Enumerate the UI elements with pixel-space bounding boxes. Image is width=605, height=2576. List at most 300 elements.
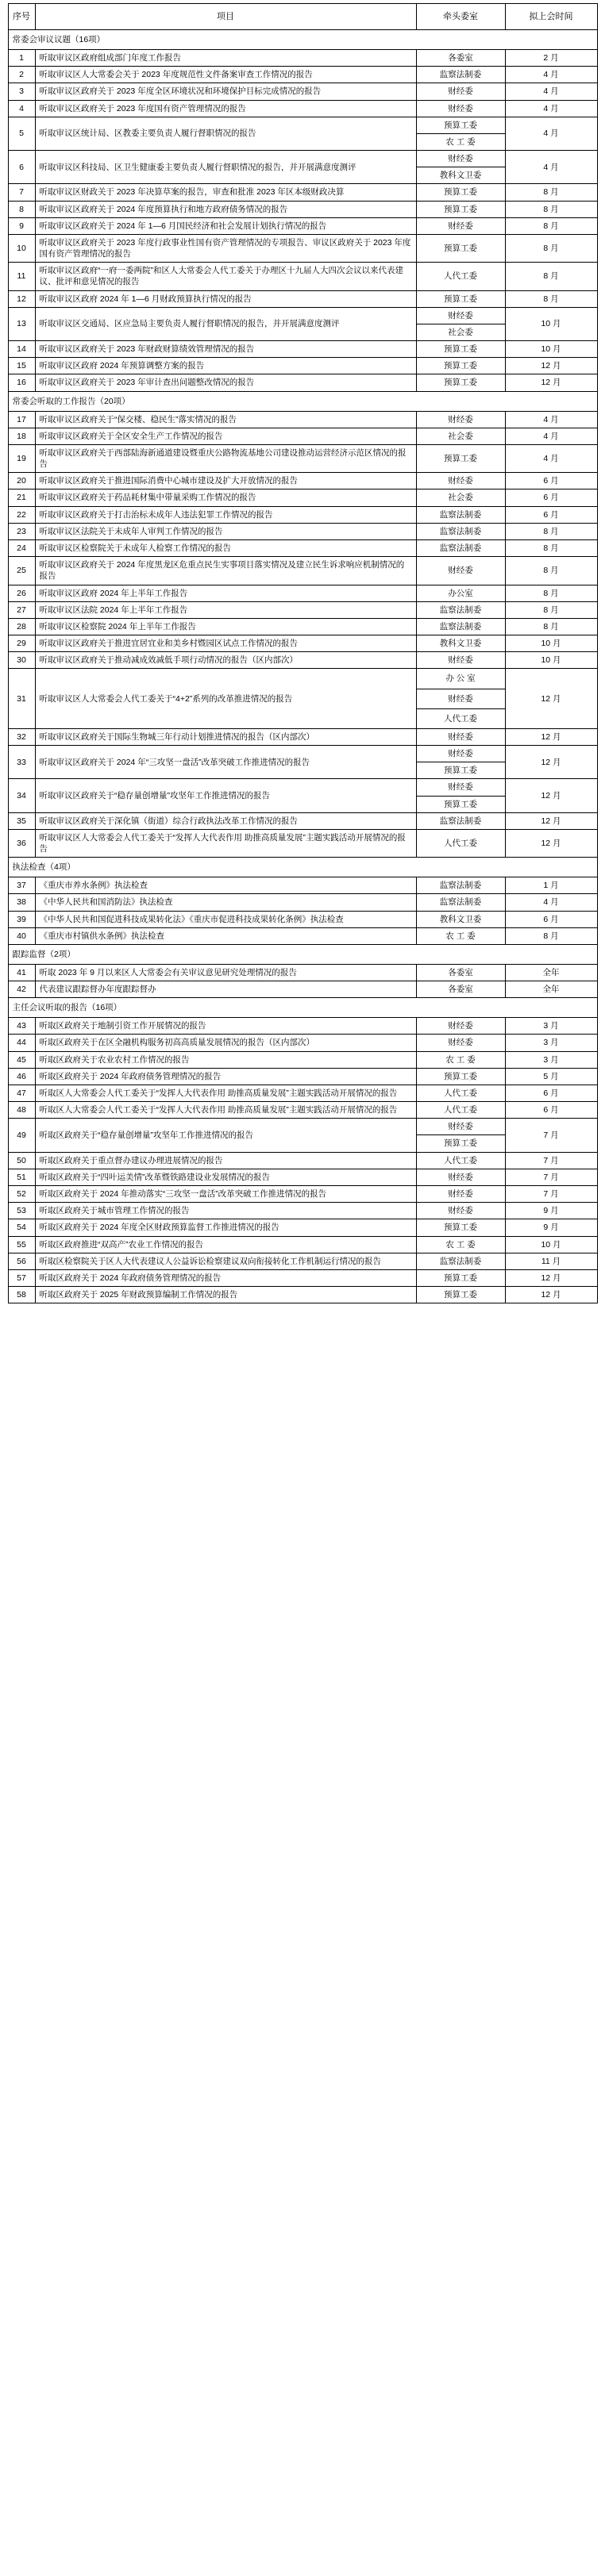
table-row <box>8 1035 597 1051</box>
row-time: 7 月 <box>505 1152 597 1169</box>
row-time: 7 月 <box>505 1186 597 1203</box>
row-time: 6 月 <box>505 911 597 927</box>
row-org: 社会委 <box>416 428 505 444</box>
row-index: 27 <box>8 601 35 618</box>
table-row <box>8 489 597 506</box>
row-item: 听取审议区政府关于 2023 年审计查出问题整改情况的报告 <box>35 374 416 391</box>
table-row <box>8 374 597 391</box>
row-index: 43 <box>8 1018 35 1035</box>
table-body <box>8 30 597 1303</box>
row-index: 48 <box>8 1102 35 1119</box>
table-row <box>8 1236 597 1253</box>
row-org: 财经委 <box>416 411 505 428</box>
row-org: 农 工 委 <box>416 1236 505 1253</box>
row-time: 8 月 <box>505 234 597 262</box>
row-org-part: 财经委 <box>448 310 473 321</box>
row-index: 41 <box>8 964 35 981</box>
row-time: 10 月 <box>505 341 597 358</box>
row-item: 听取审议区交通局、区应急局主要负责人履行督职情况的报告，并开展满意度测评 <box>35 307 416 340</box>
table-row <box>8 50 597 67</box>
table-row <box>8 184 597 201</box>
table-row <box>8 67 597 83</box>
row-index: 53 <box>8 1203 35 1219</box>
row-item: 听取审议区法院 2024 年上半年工作报告 <box>35 601 416 618</box>
row-org-part: 财经委 <box>448 1122 473 1132</box>
row-item: 听取审议区政府关于 2023 年财政财算绩效管理情况的报告 <box>35 341 416 358</box>
row-index: 29 <box>8 635 35 652</box>
row-index: 1 <box>8 50 35 67</box>
row-item: 听取审议区政府关于全区安全生产工作情况的报告 <box>35 428 416 444</box>
table-row <box>8 911 597 927</box>
schedule-document <box>0 3 605 1303</box>
table-row <box>8 829 597 857</box>
row-time: 1 月 <box>505 877 597 894</box>
row-org: 预算工委 <box>416 184 505 201</box>
row-time: 4 月 <box>505 67 597 83</box>
row-org: 预算工委 <box>416 1219 505 1236</box>
row-index: 9 <box>8 217 35 234</box>
row-item: 听取审议区政府关于 2024 年度预算执行和地方政府债务情况的报告 <box>35 201 416 217</box>
row-org: 财经委 <box>416 652 505 669</box>
row-org: 财经委 <box>416 1169 505 1185</box>
row-index: 28 <box>8 618 35 635</box>
row-org: 监察法制委 <box>416 506 505 523</box>
row-org: 财经委 <box>416 100 505 117</box>
row-index: 8 <box>8 201 35 217</box>
row-org: 财经委 <box>416 557 505 585</box>
row-item: 听取区政府关于城市管理工作情况的报告 <box>35 1203 416 1219</box>
row-time: 2 月 <box>505 50 597 67</box>
row-time: 4 月 <box>505 428 597 444</box>
row-item: 听取审议区政府关于推进宜居宜业和美乡村暨园区试点工作情况的报告 <box>35 635 416 652</box>
row-item: 听取审议区政府“一府一委两院”和区人大常委会人代工委关于办理区十九届人大四次会议以来代表建议、批评和意见情况的报告 <box>35 263 416 290</box>
row-time: 8 月 <box>505 523 597 539</box>
table-row <box>8 1186 597 1203</box>
row-index: 25 <box>8 557 35 585</box>
row-time: 全年 <box>505 981 597 998</box>
row-org: 农 工 委 <box>416 1051 505 1068</box>
row-item: 听取审议区人大常委会人代工委关于“4+2”系列的改革推进情况的报告 <box>35 669 416 729</box>
row-org-part: 农 工 委 <box>417 133 505 150</box>
table-row <box>8 1018 597 1035</box>
row-org: 各委室 <box>416 50 505 67</box>
row-org: 预算工委 <box>416 234 505 262</box>
row-org: 监察法制委 <box>416 894 505 911</box>
row-item: 听取区政府关于 2024 年推动落实“三攻坚一盘活”改革突破工作推进情况的报告 <box>35 1186 416 1203</box>
section-title: 常委会听取的工作报告（20项） <box>8 391 597 411</box>
row-org-part: 人代工委 <box>417 708 505 728</box>
row-time: 3 月 <box>505 1051 597 1068</box>
row-time: 8 月 <box>505 217 597 234</box>
row-index: 21 <box>8 489 35 506</box>
table-row <box>8 601 597 618</box>
row-item: 听取审议区政府关于打击治标未成年人违法犯罪工作情况的报告 <box>35 506 416 523</box>
row-item: 听取审议区检察院 2024 年上半年工作报告 <box>35 618 416 635</box>
row-org <box>416 307 505 340</box>
table-row <box>8 83 597 100</box>
row-time: 8 月 <box>505 585 597 601</box>
row-item: 听取区政府关于“四叶运美情”改革暨铁路建设业发展情况的报告 <box>35 1169 416 1185</box>
row-time: 5 月 <box>505 1068 597 1085</box>
row-org: 人代工委 <box>416 829 505 857</box>
row-time: 12 月 <box>505 1269 597 1286</box>
row-item: 听取区人大常委会人代工委关于“发挥人大代表作用 助推高质量发展”主题实践活动开展情况的报告 <box>35 1085 416 1101</box>
row-org <box>416 1119 505 1152</box>
table-row <box>8 473 597 489</box>
table-row <box>8 263 597 290</box>
row-org-part: 财经委 <box>417 689 505 708</box>
table-row <box>8 1152 597 1169</box>
table-row <box>8 779 597 812</box>
table-row <box>8 444 597 472</box>
row-index: 42 <box>8 981 35 998</box>
row-org: 监察法制委 <box>416 539 505 556</box>
row-org: 人代工委 <box>416 1102 505 1119</box>
section-title: 常委会审议议题（16项） <box>8 30 597 50</box>
row-item: 听取审议区法院关于未成年人审判工作情况的报告 <box>35 523 416 539</box>
row-org-part: 教科文卫委 <box>417 167 505 183</box>
row-index: 18 <box>8 428 35 444</box>
row-item: 听取审议区政府关于西部陆海新通道建设暨重庆公路物流基地公司建设推动运营经济示范区情况的报告 <box>35 444 416 472</box>
row-index: 26 <box>8 585 35 601</box>
row-item: 听取审议区政府 2024 年上半年工作报告 <box>35 585 416 601</box>
row-index: 24 <box>8 539 35 556</box>
table-header-row <box>8 4 597 30</box>
row-org <box>416 746 505 779</box>
table-row <box>8 1219 597 1236</box>
row-org: 预算工委 <box>416 290 505 307</box>
row-item: 听取审议区政府关于 2023 年度国有资产管理情况的报告 <box>35 100 416 117</box>
section-title: 主任会议听取的报告（16项） <box>8 998 597 1018</box>
row-index: 45 <box>8 1051 35 1068</box>
row-item: 听取区政府关于 2024 年度全区财政预算监督工作推进情况的报告 <box>35 1219 416 1236</box>
row-item: 听取审议区政府关于推进国际消费中心城市建设及扩大开放情况的报告 <box>35 473 416 489</box>
row-index: 40 <box>8 927 35 944</box>
row-org: 各委室 <box>416 981 505 998</box>
row-time: 6 月 <box>505 473 597 489</box>
row-time: 4 月 <box>505 83 597 100</box>
row-org-part: 办 公 室 <box>445 674 476 684</box>
row-org <box>416 151 505 184</box>
row-time: 10 月 <box>505 652 597 669</box>
row-org: 监察法制委 <box>416 1253 505 1269</box>
row-index: 33 <box>8 746 35 779</box>
row-time: 9 月 <box>505 1203 597 1219</box>
row-item: 听取审议区政府 2024 年预算调整方案的报告 <box>35 358 416 374</box>
row-time: 6 月 <box>505 489 597 506</box>
section-header-row <box>8 998 597 1018</box>
row-org: 财经委 <box>416 728 505 745</box>
row-index: 31 <box>8 669 35 729</box>
row-org-part: 预算工委 <box>444 120 477 130</box>
row-org-part: 预算工委 <box>417 1134 505 1151</box>
row-index: 32 <box>8 728 35 745</box>
row-org <box>416 669 505 729</box>
section-header-row <box>8 858 597 877</box>
table-row <box>8 100 597 117</box>
row-time: 8 月 <box>505 201 597 217</box>
table-row <box>8 981 597 998</box>
row-index: 55 <box>8 1236 35 1253</box>
row-item: 《中华人民共和国促进科技成果转化法》《重庆市促进科技成果转化条例》执法检查 <box>35 911 416 927</box>
row-item: 听取审议区检察院关于未成年人检察工作情况的报告 <box>35 539 416 556</box>
row-time: 4 月 <box>505 100 597 117</box>
row-item: 听取审议区人大常委会关于 2023 年度规范性文件备案审查工作情况的报告 <box>35 67 416 83</box>
column-header-index: 序号 <box>8 4 35 30</box>
row-org: 人代工委 <box>416 1152 505 1169</box>
row-org: 教科文卫委 <box>416 635 505 652</box>
row-time: 12 月 <box>505 1287 597 1303</box>
row-time: 3 月 <box>505 1018 597 1035</box>
row-org: 预算工委 <box>416 1287 505 1303</box>
row-item: 听取审议区统计局、区教委主要负责人履行督职情况的报告 <box>35 117 416 150</box>
row-index: 23 <box>8 523 35 539</box>
schedule-table <box>8 3 598 1303</box>
row-org: 农 工 委 <box>416 927 505 944</box>
section-header-row <box>8 30 597 50</box>
table-row <box>8 117 597 150</box>
section-header-row <box>8 391 597 411</box>
row-item: 听取审议区政府关于深化镇（街道）综合行政执法改革工作情况的报告 <box>35 812 416 829</box>
row-item: 《重庆市养水条例》执法检查 <box>35 877 416 894</box>
row-org: 预算工委 <box>416 201 505 217</box>
row-org: 监察法制委 <box>416 877 505 894</box>
row-item: 听取区政府关于地制引资工作开展情况的报告 <box>35 1018 416 1035</box>
row-org: 人代工委 <box>416 1085 505 1101</box>
table-row <box>8 877 597 894</box>
row-item: 听取审议区人大常委会人代工委关于“发挥人大代表作用 助推高质量发展”主题实践活动开展情况的报告 <box>35 829 416 857</box>
table-row <box>8 539 597 556</box>
row-item: 听取审议区科技局、区卫生健康委主要负责人履行督职情况的报告，并开展满意度测评 <box>35 151 416 184</box>
section-header-row <box>8 944 597 964</box>
row-org: 财经委 <box>416 1186 505 1203</box>
row-time: 12 月 <box>505 812 597 829</box>
table-row <box>8 1253 597 1269</box>
row-time: 11 月 <box>505 1253 597 1269</box>
table-row <box>8 506 597 523</box>
table-row <box>8 1051 597 1068</box>
row-time: 4 月 <box>505 894 597 911</box>
row-item: 听取审议区政府关于药品耗材集中带量采购工作情况的报告 <box>35 489 416 506</box>
row-time: 全年 <box>505 964 597 981</box>
table-row <box>8 635 597 652</box>
table-row <box>8 1203 597 1219</box>
table-row <box>8 652 597 669</box>
row-time: 6 月 <box>505 506 597 523</box>
row-org: 财经委 <box>416 217 505 234</box>
table-row <box>8 151 597 184</box>
row-org: 监察法制委 <box>416 601 505 618</box>
row-index: 15 <box>8 358 35 374</box>
table-row <box>8 1269 597 1286</box>
table-row <box>8 290 597 307</box>
row-org-part: 预算工委 <box>417 796 505 812</box>
row-item: 听取审议区政府 2024 年 1—6 月财政预算执行情况的报告 <box>35 290 416 307</box>
row-time: 12 月 <box>505 728 597 745</box>
row-org: 预算工委 <box>416 374 505 391</box>
row-item: 听取审议区政府关于推动减成效减低手项行动情况的报告（区内部次） <box>35 652 416 669</box>
row-item: 听取区政府关于重点督办建议办理进展情况的报告 <box>35 1152 416 1169</box>
table-row <box>8 234 597 262</box>
row-time: 6 月 <box>505 1102 597 1119</box>
row-item: 听取审议区政府关于国际生物城三年行动计划推进情况的报告（区内部次） <box>35 728 416 745</box>
row-index: 56 <box>8 1253 35 1269</box>
row-index: 14 <box>8 341 35 358</box>
row-time: 12 月 <box>505 746 597 779</box>
row-index: 47 <box>8 1085 35 1101</box>
row-org: 财经委 <box>416 1203 505 1219</box>
table-row <box>8 1287 597 1303</box>
row-item: 听取审议区政府关于 2024 年度黑龙区危重点民生实事项目落实情况及建立民生诉求响应机制情况的报告 <box>35 557 416 585</box>
row-item: 听取审议区政府关于 2024 年“三攻坚一盘活”改革突破工作推进情况的报告 <box>35 746 416 779</box>
row-index: 7 <box>8 184 35 201</box>
row-index: 57 <box>8 1269 35 1286</box>
row-index: 10 <box>8 234 35 262</box>
row-time: 4 月 <box>505 151 597 184</box>
row-time: 12 月 <box>505 779 597 812</box>
row-item: 《重庆市村镇供水条例》执法检查 <box>35 927 416 944</box>
row-org: 财经委 <box>416 473 505 489</box>
row-time: 12 月 <box>505 374 597 391</box>
row-index: 44 <box>8 1035 35 1051</box>
row-org-part: 财经委 <box>448 154 473 164</box>
row-time: 8 月 <box>505 539 597 556</box>
row-org: 预算工委 <box>416 444 505 472</box>
table-row <box>8 307 597 340</box>
table-row <box>8 746 597 779</box>
table-row <box>8 523 597 539</box>
row-time: 10 月 <box>505 307 597 340</box>
row-index: 16 <box>8 374 35 391</box>
row-index: 12 <box>8 290 35 307</box>
row-index: 49 <box>8 1119 35 1152</box>
row-item: 听取审议区财政关于 2023 年决算草案的报告，审查和批准 2023 年区本级财政决算 <box>35 184 416 201</box>
row-index: 5 <box>8 117 35 150</box>
row-org: 预算工委 <box>416 1068 505 1085</box>
row-item: 听取审议区政府关于 2024 年 1—6 月国民经济和社会发展计划执行情况的报告 <box>35 217 416 234</box>
row-index: 37 <box>8 877 35 894</box>
row-item: 代表建议跟踪督办年度跟踪督办 <box>35 981 416 998</box>
row-org: 预算工委 <box>416 341 505 358</box>
table-row <box>8 1068 597 1085</box>
row-index: 4 <box>8 100 35 117</box>
row-item: 听取审议区政府关于“稳存量创增量”攻坚年工作推进情况的报告 <box>35 779 416 812</box>
section-title: 跟踪监督（2项） <box>8 944 597 964</box>
table-row <box>8 428 597 444</box>
row-time: 8 月 <box>505 184 597 201</box>
table-row <box>8 1119 597 1152</box>
row-org: 监察法制委 <box>416 67 505 83</box>
row-org-part: 财经委 <box>448 782 473 793</box>
row-time: 12 月 <box>505 358 597 374</box>
table-row <box>8 669 597 729</box>
row-item: 听取区政府关于 2024 年政府债务管理情况的报告 <box>35 1269 416 1286</box>
table-row <box>8 217 597 234</box>
row-index: 51 <box>8 1169 35 1185</box>
row-item: 听取区政府关于农业农村工作情况的报告 <box>35 1051 416 1068</box>
row-time: 8 月 <box>505 927 597 944</box>
column-header-time: 拟上会时间 <box>505 4 597 30</box>
row-item: 听取审议区政府关于 2023 年度行政事业性国有资产管理情况的专项报告、审议区政府关于 2023 年度国有资产管理情况的报告 <box>35 234 416 262</box>
row-item: 听取区人大常委会人代工委关于“发挥人大代表作用 助推高质量发展”主题实践活动开展情况的报告 <box>35 1102 416 1119</box>
row-org: 办公室 <box>416 585 505 601</box>
row-org-part: 财经委 <box>448 749 473 759</box>
row-time: 9 月 <box>505 1219 597 1236</box>
row-time: 6 月 <box>505 1085 597 1101</box>
row-index: 22 <box>8 506 35 523</box>
column-header-item: 项目 <box>35 4 416 30</box>
row-org: 监察法制委 <box>416 523 505 539</box>
row-index: 39 <box>8 911 35 927</box>
table-row <box>8 585 597 601</box>
row-index: 6 <box>8 151 35 184</box>
row-index: 20 <box>8 473 35 489</box>
row-item: 听取审议区政府组成部门年度工作报告 <box>35 50 416 67</box>
row-org: 财经委 <box>416 1035 505 1051</box>
table-row <box>8 894 597 911</box>
row-time: 8 月 <box>505 557 597 585</box>
table-row <box>8 728 597 745</box>
row-time: 4 月 <box>505 117 597 150</box>
row-org-part: 社会委 <box>417 324 505 340</box>
table-row <box>8 341 597 358</box>
row-time: 8 月 <box>505 618 597 635</box>
row-index: 34 <box>8 779 35 812</box>
row-index: 19 <box>8 444 35 472</box>
row-item: 听取区政府关于 2025 年财政预算编制工作情况的报告 <box>35 1287 416 1303</box>
row-org: 监察法制委 <box>416 618 505 635</box>
row-item: 《中华人民共和国消防法》执法检查 <box>35 894 416 911</box>
row-time: 4 月 <box>505 444 597 472</box>
row-item: 听取审议区政府关于“保交楼、稳民生”落实情况的报告 <box>35 411 416 428</box>
row-index: 38 <box>8 894 35 911</box>
row-index: 54 <box>8 1219 35 1236</box>
row-time: 12 月 <box>505 829 597 857</box>
table-row <box>8 358 597 374</box>
row-item: 听取 2023 年 9 月以来区人大常委会有关审议意见研究处理情况的报告 <box>35 964 416 981</box>
row-item: 听取区政府关于“稳存量创增量”攻坚年工作推进情况的报告 <box>35 1119 416 1152</box>
row-org: 财经委 <box>416 83 505 100</box>
row-time: 10 月 <box>505 1236 597 1253</box>
row-org: 监察法制委 <box>416 812 505 829</box>
row-item: 听取区检察院关于区人大代表建议人公益诉讼检察建议双向衔接转化工作机制运行情况的报告 <box>35 1253 416 1269</box>
row-index: 30 <box>8 652 35 669</box>
row-index: 46 <box>8 1068 35 1085</box>
row-time: 3 月 <box>505 1035 597 1051</box>
table-row <box>8 812 597 829</box>
row-index: 3 <box>8 83 35 100</box>
row-time: 8 月 <box>505 601 597 618</box>
table-row <box>8 927 597 944</box>
row-org-part: 预算工委 <box>417 762 505 778</box>
row-org: 人代工委 <box>416 263 505 290</box>
section-title: 执法检查（4项） <box>8 858 597 877</box>
row-time: 10 月 <box>505 635 597 652</box>
row-org: 教科文卫委 <box>416 911 505 927</box>
row-index: 2 <box>8 67 35 83</box>
table-row <box>8 411 597 428</box>
row-index: 58 <box>8 1287 35 1303</box>
row-index: 17 <box>8 411 35 428</box>
column-header-org: 牵头委室 <box>416 4 505 30</box>
row-item: 听取区政府关于 2024 年政府债务管理情况的报告 <box>35 1068 416 1085</box>
row-time: 12 月 <box>505 669 597 729</box>
row-org: 财经委 <box>416 1018 505 1035</box>
row-index: 13 <box>8 307 35 340</box>
row-org <box>416 117 505 150</box>
row-item: 听取区政府关于在区全融机构服务初高高质量发展情况的报告（区内部次） <box>35 1035 416 1051</box>
table-row <box>8 557 597 585</box>
